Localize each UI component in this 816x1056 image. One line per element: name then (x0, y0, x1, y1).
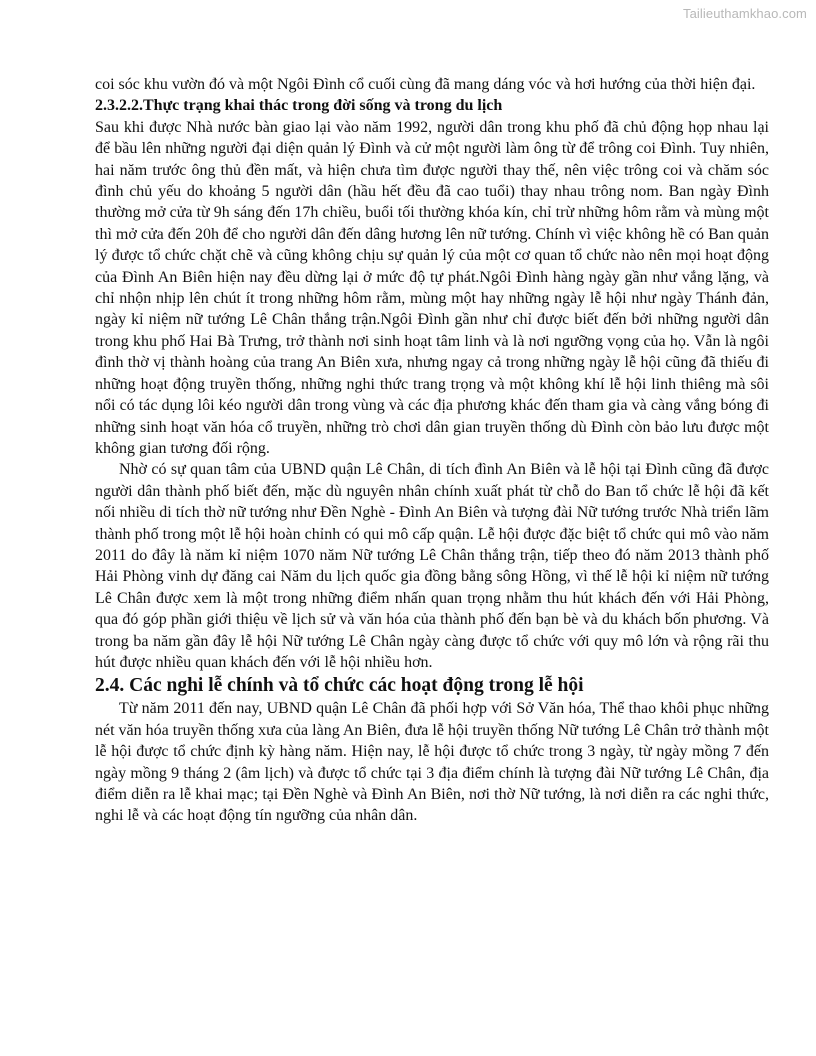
subsection-paragraph-1: Sau khi được Nhà nước bàn giao lại vào năm 1992, người dân trong khu phố đã chủ động họp nhau lại để bầu lên những người đại diện quản lý Đình và cử một người làm ông từ để trông coi Đình. Tuy nhiên, hai năm trước ông thủ đền mất, và hiện chưa tìm được người thay thế, nên việc trông coi và chăm sóc đình chủ yếu do khoảng 5 người dân (hầu hết đều đã cao tuổi) thay nhau trông nom. Ban ngày Đình thường mở cửa từ 9h sáng đến 17h chiều, buổi tối thường khóa kín, chỉ trừ những hôm rằm và mùng một thì mở cửa đến 20h để cho người dân đến dâng hương lên nữ tướng. Chính vì việc không hề có Ban quản lý được tổ chức chặt chẽ và cũng không chịu sự quản lý của một cơ quan tổ chức nào nên mọi hoạt động của Đình An Biên hiện nay đều dừng lại ở mức độ tự phát.Ngôi Đình hàng ngày gần như vắng lặng, và chỉ nhộn nhịp lên chút ít trong những hôm rằm, mùng một hay những ngày lễ hội như ngày Thánh đản, ngày kỉ niệm nữ tướng Lê Chân thắng trận.Ngôi Đình gần như chỉ được biết đến bởi những người dân trong khu phố Hai Bà Trưng, trở thành nơi sinh hoạt tâm linh và là nơi ngưỡng vọng của họ. Vẫn là ngôi đình thờ vị thành hoàng của trang An Biên xưa, nhưng ngay cả trong những ngày lễ hội cũng đã thiếu đi những hoạt động truyền thống, những nghi thức trang trọng và một không khí lễ hội linh thiêng mà sôi nổi có tác dụng lôi kéo người dân trong vùng và các địa phương khác đến tham gia và càng vắng bóng đi những sinh hoạt văn hóa cổ truyền, những trò chơi dân gian truyền thống dù Đình còn bảo lưu được một không gian tương đối rộng. (95, 118, 769, 457)
subsection-heading: 2.3.2.2.Thực trạng khai thác trong đời sống và trong du lịch (95, 97, 503, 115)
intro-paragraph: coi sóc khu vườn đó và một Ngôi Đình cổ cuối cùng đã mang dáng vóc và hơi hướng của thời hiện đại. (95, 76, 756, 93)
section-paragraph-1: Từ năm 2011 đến nay, UBND quận Lê Chân đã phối hợp với Sở Văn hóa, Thể thao khôi phục những nét văn hóa truyền thống xưa của làng An Biên, đưa lễ hội truyền thống Nữ tướng Lê Chân trở thành một lễ hội được tổ chức định kỳ hàng năm. Hiện nay, lễ hội được tổ chức trong 3 ngày, từ ngày mồng 7 đến ngày mồng 9 tháng 2 (âm lịch) và được tổ chức tại 3 địa điểm chính là tượng đài Nữ tướng Lê Chân, địa điểm diễn ra lễ khai mạc; tại Đền Nghè và Đình An Biên, nơi thờ Nữ tướng, là nơi diễn ra các nghi thức, nghi lễ và các hoạt động tín ngưỡng của nhân dân. (95, 700, 769, 825)
section-heading: 2.4. Các nghi lễ chính và tổ chức các hoạt động trong lễ hội (95, 675, 584, 697)
subsection-paragraph-2: Nhờ có sự quan tâm của UBND quận Lê Chân, di tích đình An Biên và lễ hội tại Đình cũng đã được người dân thành phố biết đến, mặc dù nguyên nhân chính xuất phát từ chỗ do Ban tổ chức lễ hội đã kết nối nhiều di tích thờ nữ tướng như Đền Nghè - Đình An Biên và tượng đài Nữ tướng trước Nhà triển lãm thành phố trong một lễ hội hoàn chỉnh có qui mô cấp quận. Lễ hội được đặc biệt tổ chức qui mô vào năm 2011 do đây là năm kỉ niệm 1070 năm Nữ tướng Lê Chân thắng trận, tiếp theo đó năm 2013 thành phố Hải Phòng vinh dự đăng cai Năm du lịch quốc gia đồng bằng sông Hồng, vì thế lễ hội kỉ niệm nữ tướng Lê Chân được xem là một trong những điểm nhấn quan trọng nhằm thu hút khách đến với Hải Phòng, qua đó góp phần giới thiệu về lịch sử và văn hóa của thành phố đến bạn bè và du khách bốn phương. Và trong ba năm gần đây lễ hội Nữ tướng Lê Chân ngày càng được tổ chức với quy mô lớn và rộng rãi thu hút được nhiều quan khách đến với lễ hội nhiều hơn. (95, 461, 769, 671)
document-page (95, 74, 769, 827)
watermark: Tailieuthamkhao.com (682, 6, 807, 21)
